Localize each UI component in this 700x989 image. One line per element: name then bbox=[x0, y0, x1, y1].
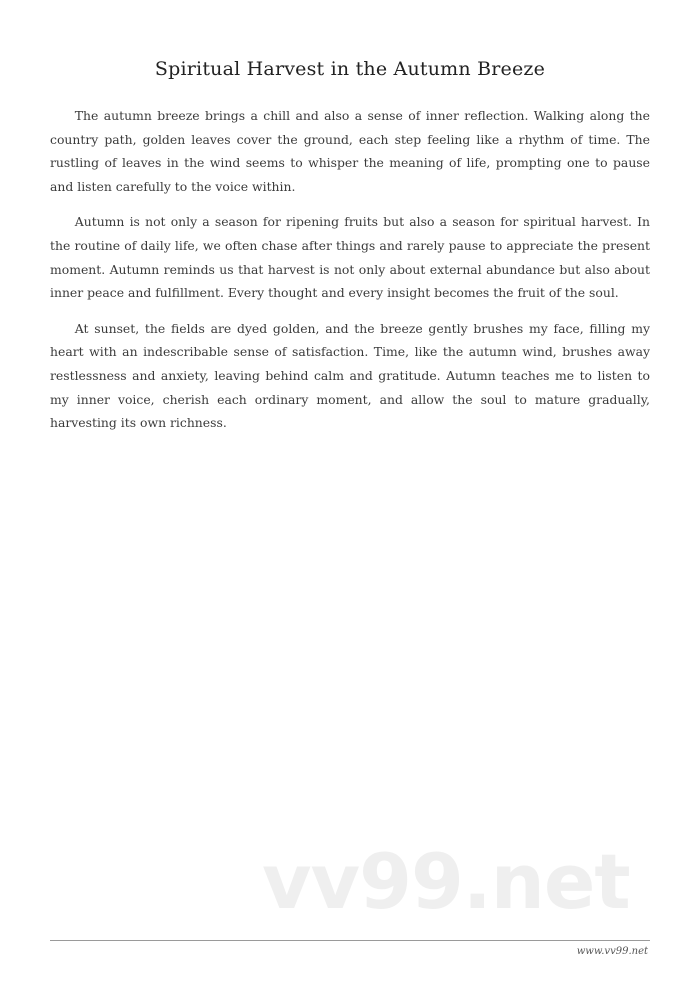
paragraph-3: At sunset, the fields are dyed golden, and the breeze gently brushes my face, filling my heart with an indescribable sense of satisfaction. Time, like the autumn wind, brushes away restlessness and anxiety, leaving behind calm and gratitude. Autumn teaches me to listen to my inner voice, cherish each ordinary moment, and allow the soul to mature gradually, harvesting its own richness. bbox=[50, 320, 650, 431]
footer-divider bbox=[50, 940, 650, 941]
watermark-logo: vv99.net bbox=[262, 837, 630, 926]
document-title: Spiritual Harvest in the Autumn Breeze bbox=[154, 58, 546, 80]
paragraph-1: The autumn breeze brings a chill and also a sense of inner reflection. Walking along the country path, golden leaves cover the ground, each step feeling like a rhythm of time. The rustling of leaves in the wind seems to whisper the meaning of life, prompting one to pause and listen carefully to the voice within. bbox=[50, 108, 650, 194]
footer-url: www.vv99.net bbox=[576, 946, 648, 957]
paragraph-2: Autumn is not only a season for ripening fruits but also a season for spiritual harvest. In the routine of daily life, we often chase after things and rarely pause to appreciate the present moment. Autumn reminds us that harvest is not only about external abundance but also about inner peace and fulfillment. Every thought and every insight becomes the fruit of the soul. bbox=[50, 214, 650, 301]
document-body bbox=[50, 104, 650, 447]
